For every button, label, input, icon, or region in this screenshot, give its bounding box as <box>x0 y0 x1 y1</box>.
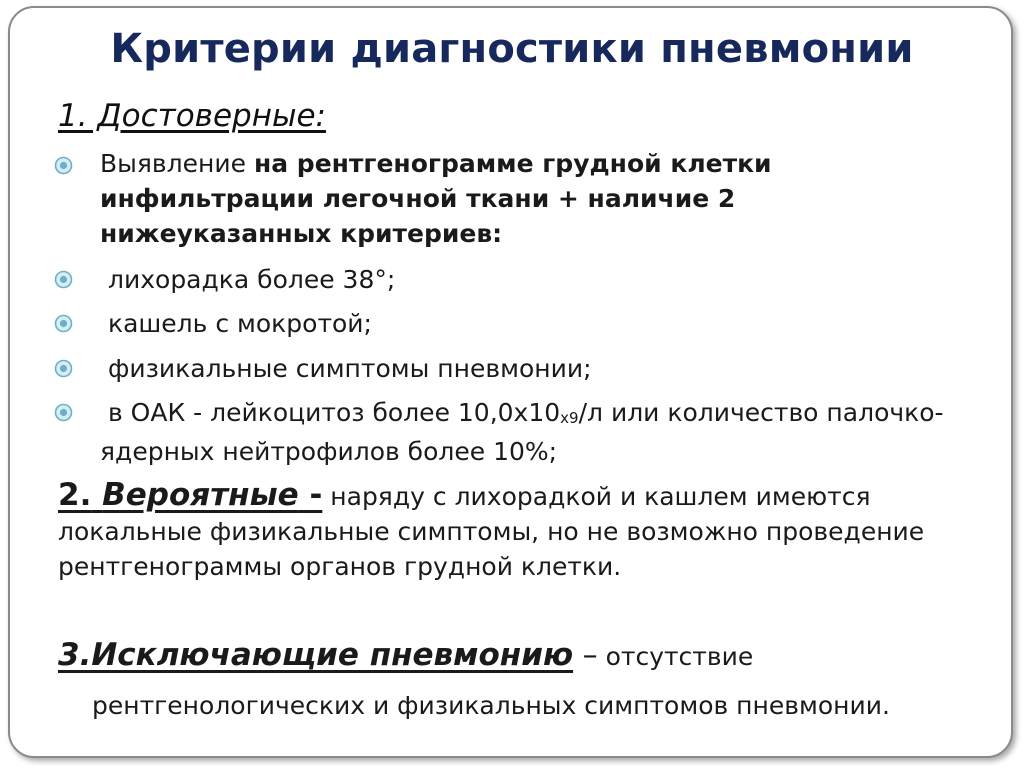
section3-heading: 3.Исключающие пневмонию <box>58 637 574 673</box>
oak-text-after: /л или количество палочко-ядерных нейтрофилов более 10%; <box>100 398 944 466</box>
section3-text-inline: отсутствие <box>597 642 754 671</box>
concentric-circle-bullet-icon <box>54 314 73 333</box>
concentric-circle-bullet-icon <box>54 359 73 378</box>
section2 <box>58 478 978 584</box>
concentric-circle-bullet-icon <box>54 270 73 289</box>
section2-number: 2. <box>58 477 92 513</box>
criterion-physical-symptoms: физикальные симптомы пневмонии; <box>108 354 592 383</box>
criterion-cough: кашель с мокротой; <box>108 309 372 338</box>
section2-dash: - <box>298 477 323 513</box>
section2-heading: Вероятные <box>102 477 299 513</box>
oak-exponent: х9 <box>560 409 579 427</box>
section3 <box>58 638 753 674</box>
criterion-oak <box>100 395 980 469</box>
section3-dash: – <box>573 638 598 673</box>
section1-heading: 1. Достоверные: <box>58 98 326 134</box>
section3-text-rest: рентгенологических и физикальных симптомов пневмонии. <box>92 691 890 720</box>
main-criterion-text <box>100 146 900 251</box>
slide-title: Критерии диагностики пневмонии <box>110 26 914 72</box>
oak-text-before: в ОАК - лейкоцитоз более 10,0х10 <box>108 398 561 427</box>
main-criterion-prefix: Выявление <box>100 149 254 178</box>
concentric-circle-bullet-icon <box>54 156 73 175</box>
section2-text: наряду с лихорадкой и кашлем имеются локальные физикальные симптомы, но не возможно проведение рентгенограммы органов грудной клетки. <box>58 482 925 581</box>
main-criterion-bold: на рентгенограмме грудной клетки инфильтрации легочной ткани + наличие 2 нижеуказанных критериев: <box>100 149 772 248</box>
section2-heading-wrap <box>58 477 322 513</box>
criterion-fever: лихорадка более 38°; <box>108 265 396 294</box>
concentric-circle-bullet-icon <box>54 403 73 422</box>
